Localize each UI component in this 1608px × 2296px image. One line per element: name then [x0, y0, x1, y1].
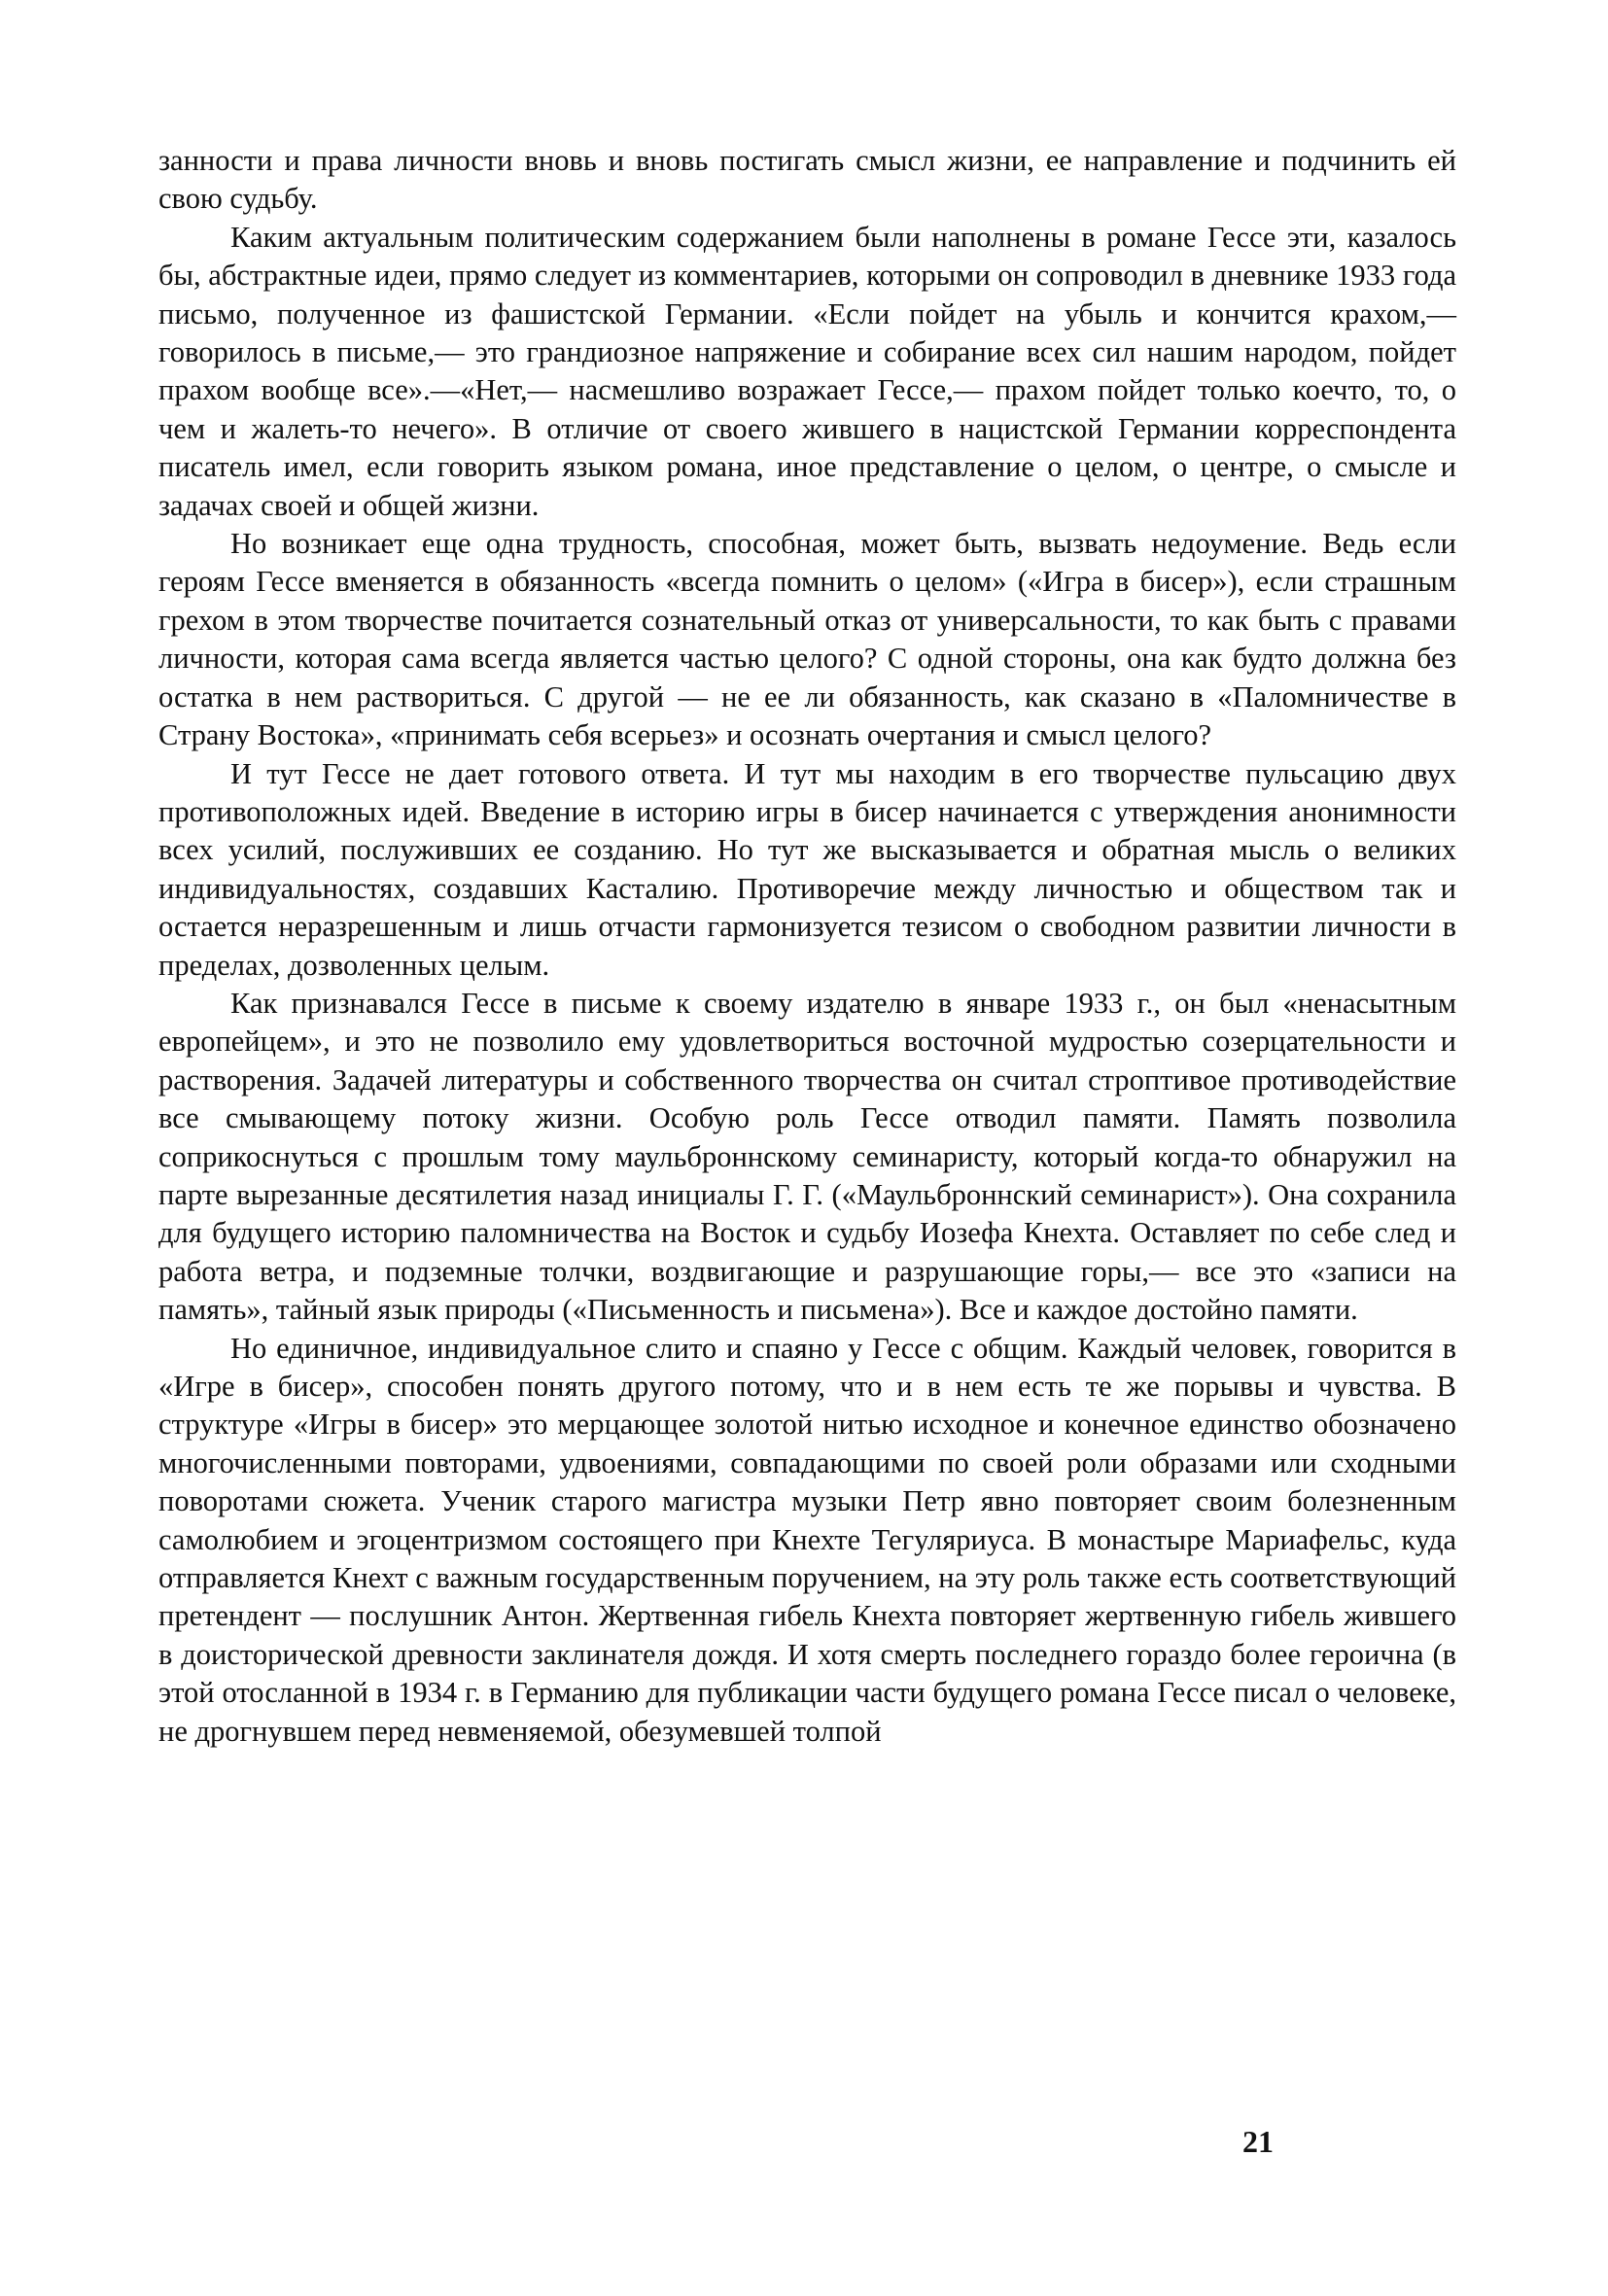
paragraph: Каким актуальным политическим содержанием были наполнены в романе Гессе эти, казалось бы, абстрактные идеи, прямо следует из комментариев, которыми он сопроводил в дневнике 1933 года письмо, полученное из фашистской Германии. «Если пойдет на убыль и кончится крахом,— говорилось в письме,— это грандиозное напряжение и собирание всех сил нашим народом, пойдет прахом вообще все».—«Нет,— насмешливо возражает Гессе,— прахом пойдет только коечто, то, о чем и жалеть-то нечего». В отличие от своего жившего в нацистской Германии корреспондента писатель имел, если говорить языком романа, иное представление о целом, о центре, о смысле и задачах своей и общей жизни. — [158, 220, 1456, 522]
page-number: 21 — [1242, 2124, 1274, 2159]
page-body — [158, 142, 1456, 1751]
paragraph: Но единичное, индивидуальное слито и спаяно у Гессе с общим. Каждый человек, говорится в «Игре в бисер», способен понять другого потому, что и в нем есть те же порывы и чувства. В структуре «Игры в бисер» это мерцающее золотой нитью исходное и конечное единство обозначено многочисленными повторами, удвоениями, совпадающими по своей роли образами или сходными поворотами сюжета. Ученик старого магистра музыки Петр явно повторяет своим болезненным самолюбием и эгоцентризмом состоящего при Кнехте Тегуляриуса. В монастыре Мариафельс, куда отправляется Кнехт с важным государственным поручением, на эту роль также есть соответствующий претендент — послушник Антон. Жертвенная гибель Кнехта повторяет жертвенную гибель жившего в доисторической древности заклинателя дождя. И хотя смерть последнего гораздо более героична (в этой отосланной в 1934 г. в Германию для публикации части будущего романа Гессе писал о человеке, не дрогнувшем перед невменяемой, обезумевшей толпой — [158, 1331, 1456, 1748]
paragraph: Как признавался Гессе в письме к своему издателю в январе 1933 г., он был «ненасытным европейцем», и это не позволило ему удовлетвориться восточной мудростью созерцательности и растворения. Задачей литературы и собственного творчества он считал строптивое противодействие все смывающему потоку жизни. Особую роль Гессе отводил памяти. Память позволила соприкоснуться с прошлым тому маульброннскому семинаристу, который когда-то обнаружил на парте вырезанные десятилетия назад инициалы Г. Г. («Маульброннский семинарист»). Она сохранила для будущего историю паломничества на Восток и судьбу Иозефа Кнехта. Оставляет по себе след и работа ветра, и подземные толчки, воздвигающие и разрушающие горы,— все это «записи на память», тайный язык природы («Письменность и письмена»). Все и каждое достойно памяти. — [158, 986, 1456, 1327]
paragraph: Но возникает еще одна трудность, способная, может быть, вызвать недоумение. Ведь если героям Гессе вменяется в обязанность «всегда помнить о целом» («Игра в бисер»), если страшным грехом в этом творчестве почитается сознательный отказ от универсальности, то как быть с правами личности, которая сама всегда является частью целого? С одной стороны, она как будто должна без остатка в нем раствориться. С другой — не ее ли обязанность, как сказано в «Паломничестве в Страну Востока», «принимать себя всерьез» и осознать очертания и смысл целого? — [158, 527, 1456, 752]
paragraph-continuation: занности и права личности вновь и вновь постигать смысл жизни, ее направление и подчинить ей свою судьбу. — [158, 144, 1456, 216]
paragraph: И тут Гессе не дает готового ответа. И тут мы находим в его творчестве пульсацию двух противоположных идей. Введение в историю игры в бисер начинается с утверждения анонимности всех усилий, послуживших ее созданию. Но тут же высказывается и обратная мысль о великих индивидуальностях, создавших Касталию. Противоречие между личностью и обществом так и остается неразрешенным и лишь отчасти гармонизуется тезисом о свободном развитии личности в пределах, дозволенных целым. — [158, 756, 1456, 982]
